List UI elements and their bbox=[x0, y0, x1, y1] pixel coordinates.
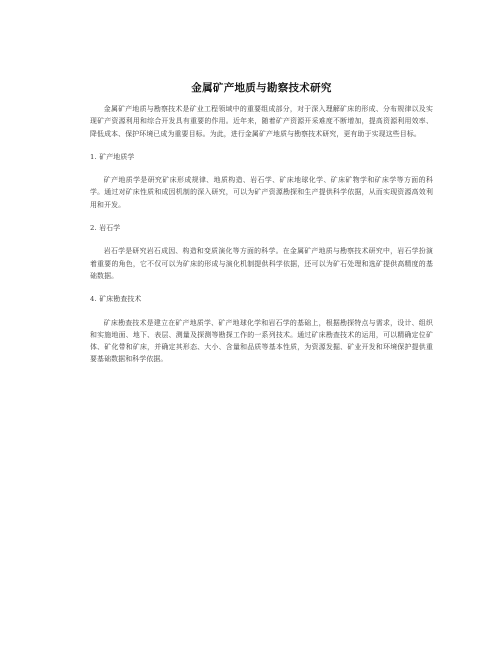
section-body-mineral-geology: 矿产地质学是研究矿床形成规律、地质构造、岩石学、矿床地球化学、矿床矿物学和矿床学等方面的科学。通过对矿床性质和成因机制的深入研究，可以为矿产资源勘探和生产提供科学依据，从而实现资源高效利用和开发。 bbox=[90, 176, 433, 209]
section-heading-exploration-tech: 4. 矿床勘查技术 bbox=[90, 295, 142, 304]
section-body-petrology: 岩石学是研究岩石成因、构造和变质演化等方面的科学。在金属矿产地质与勘察技术研究中，岩石学扮演着重要的角色，它不仅可以为矿床的形成与演化机制提供科学依据，还可以为矿石处理和选矿提供高精度的基础数据。 bbox=[90, 247, 433, 280]
document-content bbox=[90, 80, 433, 366]
section-body-exploration-tech: 矿床勘查技术是建立在矿产地质学、矿产地球化学和岩石学的基础上，根据勘探特点与需求，设计、组织和实施地面、地下、表层、测量及探测等勘探工作的一系列技术。通过矿床勘查技术的运用，可以精确定位矿体、矿化带和矿床，并确定其形态、大小、含量和品质等基本性质，为资源发掘、矿业开发和环境保护提供重要基础数据和科学依据。 bbox=[90, 318, 433, 364]
intro-paragraph: 金属矿产地质与勘察技术是矿业工程领域中的重要组成部分，对于深入理解矿床的形成、分布规律以及实现矿产资源利用和综合开发具有重要的作用。近年来，随着矿产资源开采难度不断增加，提高资源利用效率、降低成本、保护环境已成为重要目标。为此，进行金属矿产地质与勘察技术研究，更有助于实现这些目标。 bbox=[90, 105, 433, 138]
section-heading-petrology: 2. 岩石学 bbox=[90, 224, 121, 233]
document-title: 金属矿产地质与勘察技术研究 bbox=[191, 82, 332, 94]
section-heading-mineral-geology: 1. 矿产地质学 bbox=[90, 152, 135, 161]
